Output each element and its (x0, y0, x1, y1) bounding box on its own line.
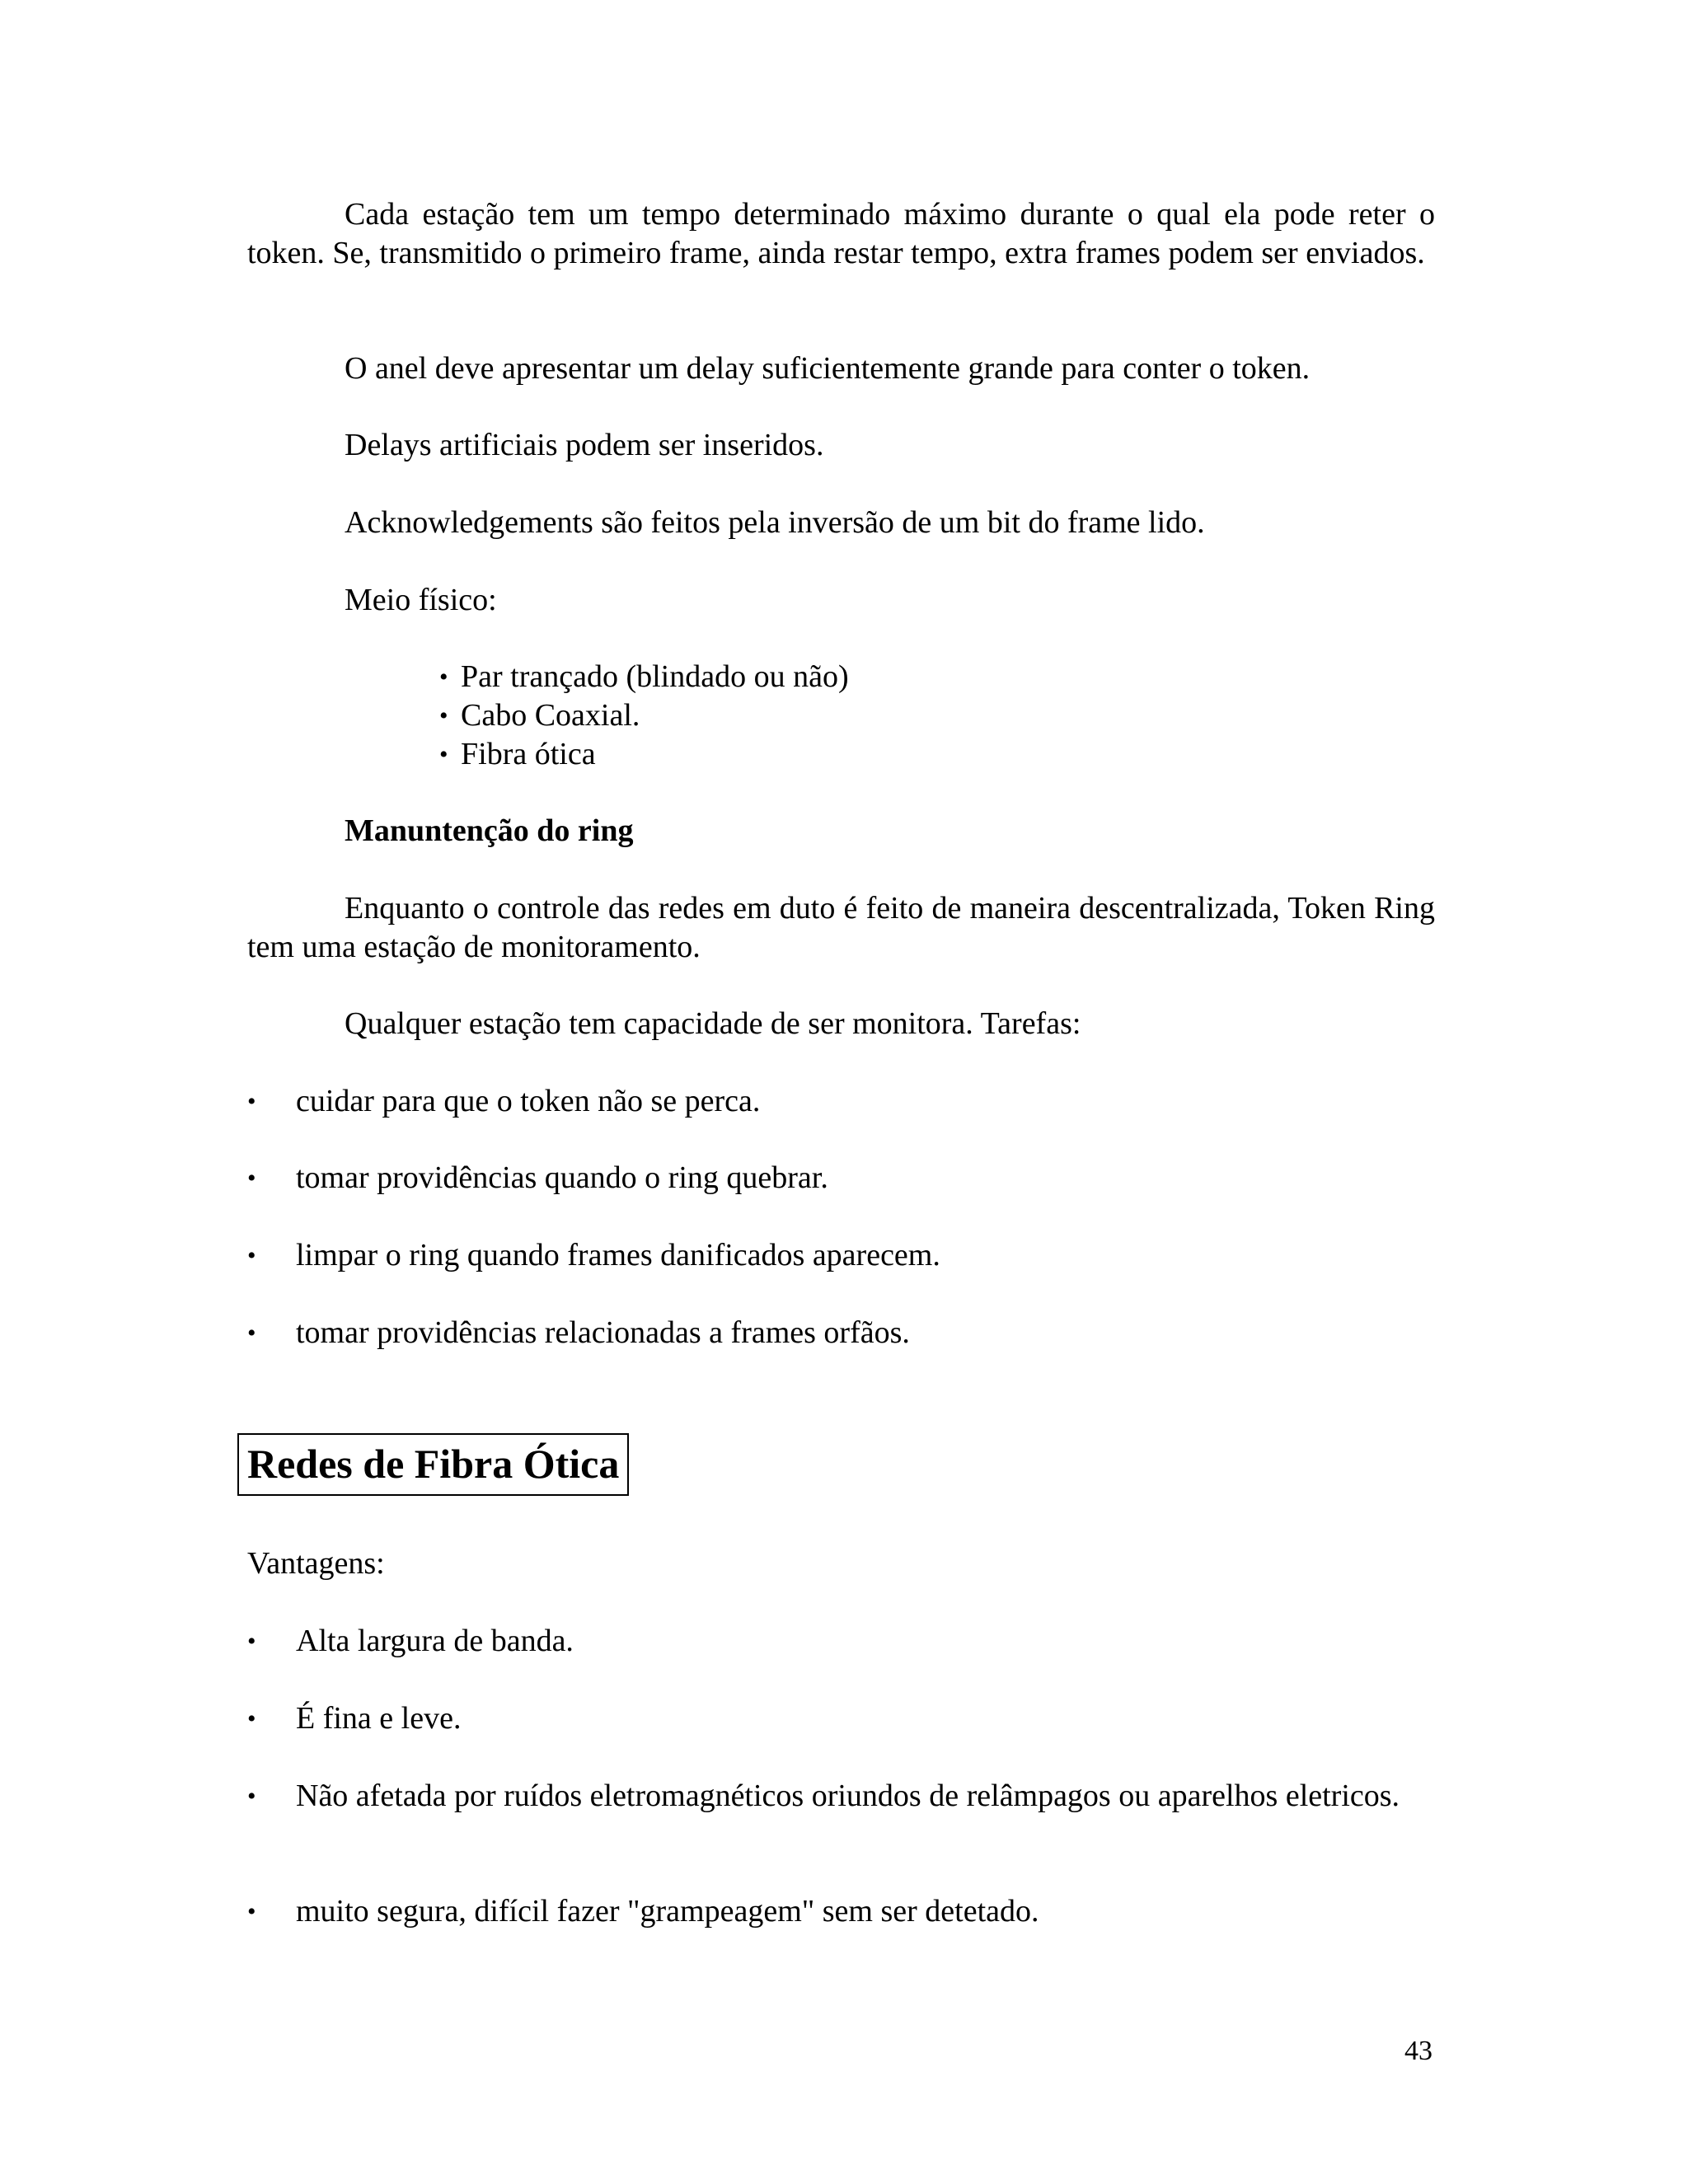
paragraph-acknowledgements: Acknowledgements são feitos pela inversão de um bit do frame lido. (345, 505, 1205, 540)
paragraph-artificial-delays: Delays artificiais podem ser inseridos. (345, 428, 824, 462)
paragraph-monitor-capacity: Qualquer estação tem capacidade de ser monitora. Tarefas: (345, 1006, 1081, 1041)
task-list-item (247, 1159, 1435, 1197)
bullet-icon: • (247, 1705, 256, 1732)
section-title-fiber-networks: Redes de Fibra Ótica (237, 1433, 629, 1496)
task-text: cuidar para que o token não se perca. (296, 1084, 761, 1118)
bullet-icon: • (247, 1783, 256, 1810)
bullet-icon: • (439, 741, 448, 768)
section-heading-ring-maintenance: Manuntenção do ring (345, 813, 634, 848)
bullet-icon: • (247, 1628, 256, 1655)
list-item-text: Cabo Coaxial. (461, 698, 640, 733)
bullet-icon: • (247, 1242, 256, 1269)
advantage-text: Não afetada por ruídos eletromagnéticos oriundos de relâmpagos ou aparelhos eletricos. (296, 1779, 1400, 1813)
paragraph-ring-delay: O anel deve apresentar um delay suficientemente grande para conter o token. (345, 351, 1311, 386)
advantage-text: muito segura, difícil fazer "grampeagem" sem ser detetado. (296, 1894, 1039, 1929)
task-text: tomar providências relacionadas a frames orfãos. (296, 1315, 910, 1350)
advantage-text: É fina e leve. (296, 1701, 462, 1736)
bullet-icon: • (247, 1088, 256, 1115)
task-text: limpar o ring quando frames danificados aparecem. (296, 1238, 940, 1272)
bullet-icon: • (247, 1165, 256, 1192)
list-item (439, 658, 849, 696)
bullet-icon: • (247, 1898, 256, 1925)
page-number: 43 (1404, 2036, 1432, 2066)
bullet-icon: • (439, 702, 448, 729)
task-list-item (247, 1082, 1435, 1121)
list-item-text: Par trançado (blindado ou não) (461, 659, 849, 694)
vantagens-label: Vantagens: (247, 1546, 385, 1581)
paragraph-monitoring-station: Enquanto o controle das redes em duto é feito de maneira descentralizada, Token Ring tem uma estação de monitoramento. (247, 891, 1435, 964)
list-item (439, 735, 849, 774)
advantage-list-item (247, 1622, 1435, 1661)
task-list-item (247, 1236, 1435, 1275)
task-list-item (247, 1314, 1435, 1352)
meio-fisico-label: Meio físico: (345, 583, 497, 617)
bullet-icon: • (247, 1319, 256, 1347)
list-item (439, 696, 849, 735)
meio-fisico-list (439, 658, 849, 774)
list-item-text: Fibra ótica (461, 737, 596, 771)
advantage-text: Alta largura de banda. (296, 1624, 574, 1658)
advantage-list-item (247, 1777, 1435, 1816)
advantage-list-item (247, 1699, 1435, 1738)
bullet-icon: • (439, 663, 448, 691)
advantage-list-item (247, 1892, 1435, 1931)
task-text: tomar providências quando o ring quebrar. (296, 1160, 828, 1195)
paragraph-token-time: Cada estação tem um tempo determinado máximo durante o qual ela pode reter o token. Se, transmitido o primeiro frame, ainda restar tempo, extra frames podem ser enviados. (247, 197, 1435, 270)
